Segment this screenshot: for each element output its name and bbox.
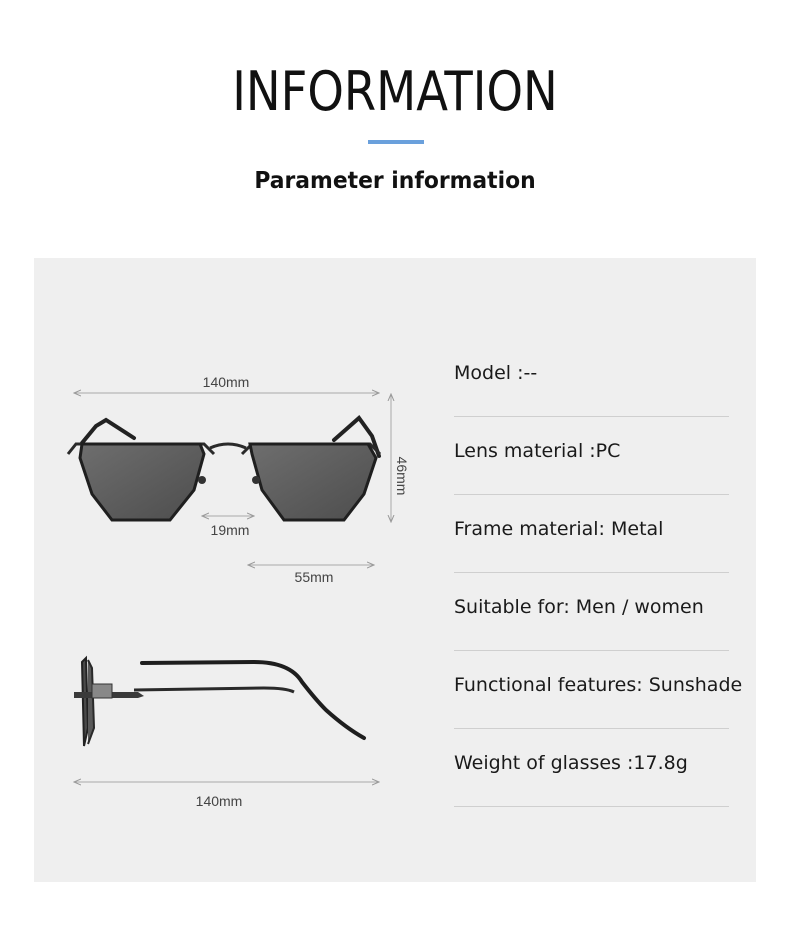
front-width-label: 140mm (202, 374, 250, 390)
title-accent-divider (368, 140, 424, 144)
spec-suitable-for: Suitable for: Men / women (454, 596, 704, 618)
lens-height-label: 46mm (394, 456, 410, 496)
spec-row-lens-material (454, 416, 729, 495)
lens-width-label: 55mm (294, 569, 334, 585)
section-subtitle: Parameter information (254, 168, 536, 194)
side-length-label: 140mm (195, 793, 243, 809)
spec-functional-features: Functional features: Sunshade (454, 674, 743, 696)
spec-weight: Weight of glasses :17.8g (454, 752, 688, 774)
spec-row-weight (454, 728, 729, 807)
spec-frame-material: Frame material: Metal (454, 518, 664, 540)
spec-row-model (454, 338, 729, 417)
spec-row-functional-features (454, 650, 743, 729)
glasses-side-view (74, 658, 364, 746)
glasses-front-view (68, 418, 380, 520)
bridge-label: 19mm (210, 522, 250, 538)
parameter-panel (34, 258, 756, 882)
spec-row-frame-material (454, 494, 729, 573)
spec-lens-material: Lens material :PC (454, 440, 621, 462)
page-title: INFORMATION (232, 60, 558, 123)
spec-row-suitable-for (454, 572, 729, 651)
spec-model: Model :-- (454, 362, 538, 384)
